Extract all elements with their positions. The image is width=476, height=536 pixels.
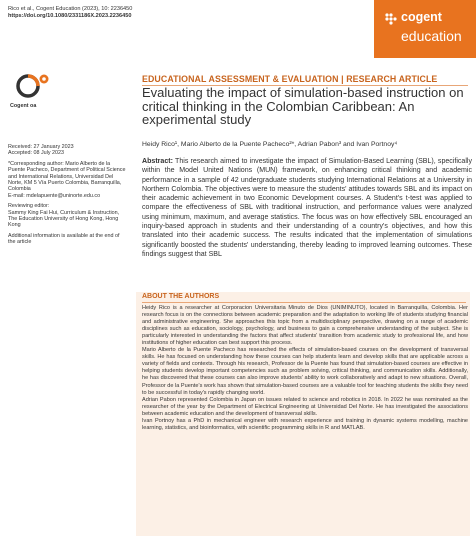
brand-subtitle: education [401, 28, 462, 44]
brand-name: cogent [401, 10, 442, 24]
additional-info-note: Additional information is available at the end of the article [8, 232, 120, 246]
author-bio: Ivan Portnoy has a PhD in mechanical engineer with research experience and training in dynamic systems modelling, machine learning, statistics, and bioinformatics, with scientific programming skills in R and MATLAB. [142, 417, 468, 431]
abstract-text: This research aimed to investigate the impact of Simulation-Based Learning (SBL), specifically within the Model United Nations (MUN) framework, on enhancing critical thinking and academic performance in a sample of 42 undergraduate students studying International Relations at a University in Northern Colombia. The objectives were to measure the students' attitudes towards SBL and its impact on their academic achievement in two Economic Development courses. A Student's t-test was applied to compare the effectiveness of SBL with traditional instruction, and performance values were analyzed using minimum, maximum, and average statistics. The focus was on how effectively SBL encouraged an inquiry-based approach in students and their understanding of a country's objectives, and how this translated into their academic success. The results indicated that the implementation of simulations significantly boosted the students' understanding, thereby leading to improved learning outcomes. These findings suggest that SBL [142, 158, 472, 258]
doi-link[interactable]: https://doi.org/10.1080/2331186X.2023.2236450 [8, 13, 132, 20]
cogent-brand-banner [374, 0, 476, 58]
abstract-label: Abstract: [142, 158, 173, 165]
citation-block [8, 6, 132, 21]
author-list: Heidy Rico¹, Mario Alberto de la Puente Pacheco²*, Adrian Pabon³ and Ivan Portnoy⁴ [142, 141, 398, 148]
received-date: Received: 27 January 2023 [8, 144, 74, 150]
citation-line: Rico et al., Cogent Education (2023), 10: 2236450 [8, 6, 133, 12]
author-bio: Mario Alberto de la Puente Pacheco has researched the effects of simulation-based courses on the development of transversal skills. He has focused on understanding how these courses can help students learn and develop skills that are applicable across a variety of fields and contexts. Through his research, Professor de la Puente has found that simulation-based courses are effective in helping students develop important competencies such as problem solving, critical thinking, and communication skills. Additionally, he has discovered that these courses can also improve students' ability to work collaboratively and adapt to new situations. Overall, Professor de la Puente's work has shown that simulation-based courses are a valuable tool for teaching students the skills they need to be successful in today's rapidly changing world. [142, 347, 468, 396]
section-label: EDUCATIONAL ASSESSMENT & EVALUATION | RESEARCH ARTICLE [142, 74, 438, 84]
author-bio: Heidy Rico is a researcher at Corporacion Universitaria Minuto de Dios (UNIMINUTO), located in Barranquilla, Colombia. Her research focus is on the connections between academic preparation and the adaptation to working life of students studying financial and administrative engineering. She approaches this topic from a multidisciplinary perspective, drawing on a range of academic disciplines such as education, sociology, psychology, and business to gain a comprehensive understanding of the subject. She is particularly interested in understanding the factors that affect students' transition from academic study to professional life, and how institutions of higher education can best support this process. [142, 305, 468, 347]
reviewing-editor: Sammy King Fai Hui, Curriculum & Instruction, The Education University of Hong Kong, Hong Kong [8, 209, 120, 229]
article-title: Evaluating the impact of simulation-based instruction on critical thinking in the Colombian Caribbean: An experimental study [142, 85, 464, 128]
journal-logo-text: Cogent oa [10, 103, 37, 109]
about-authors-heading: ABOUT THE AUTHORS [142, 293, 220, 300]
accepted-date: Accepted: 08 July 2023 [8, 150, 65, 157]
about-authors-text [142, 305, 468, 432]
abstract [142, 157, 472, 259]
cogent-logo-icon [384, 12, 398, 26]
author-bio: Adrian Pabon represented Colombia in Japan on issues related to science and robotics in 2018. In 2022 he was nominated as the researcher of the year by the Department of Electrical Engineering at Universidad Del Norte. He has investigated the associations between academic education and the development of transversal skills. [142, 396, 468, 417]
reviewing-editor-label: Reviewing editor: [8, 203, 50, 210]
author-email[interactable]: E-mail: mdelapuente@uninorte.edu.co [8, 192, 101, 199]
article-info-sidebar [8, 144, 126, 250]
journal-logo-icon [12, 70, 56, 104]
about-divider [142, 302, 466, 303]
corresponding-author: *Corresponding author: Mario Alberto de la Puente Pacheco, Department of Political Science and International Relations, Universidad Del Norte, KM 5 Vía Puerto Colombia, Barranquilla, Colombia [8, 160, 126, 193]
